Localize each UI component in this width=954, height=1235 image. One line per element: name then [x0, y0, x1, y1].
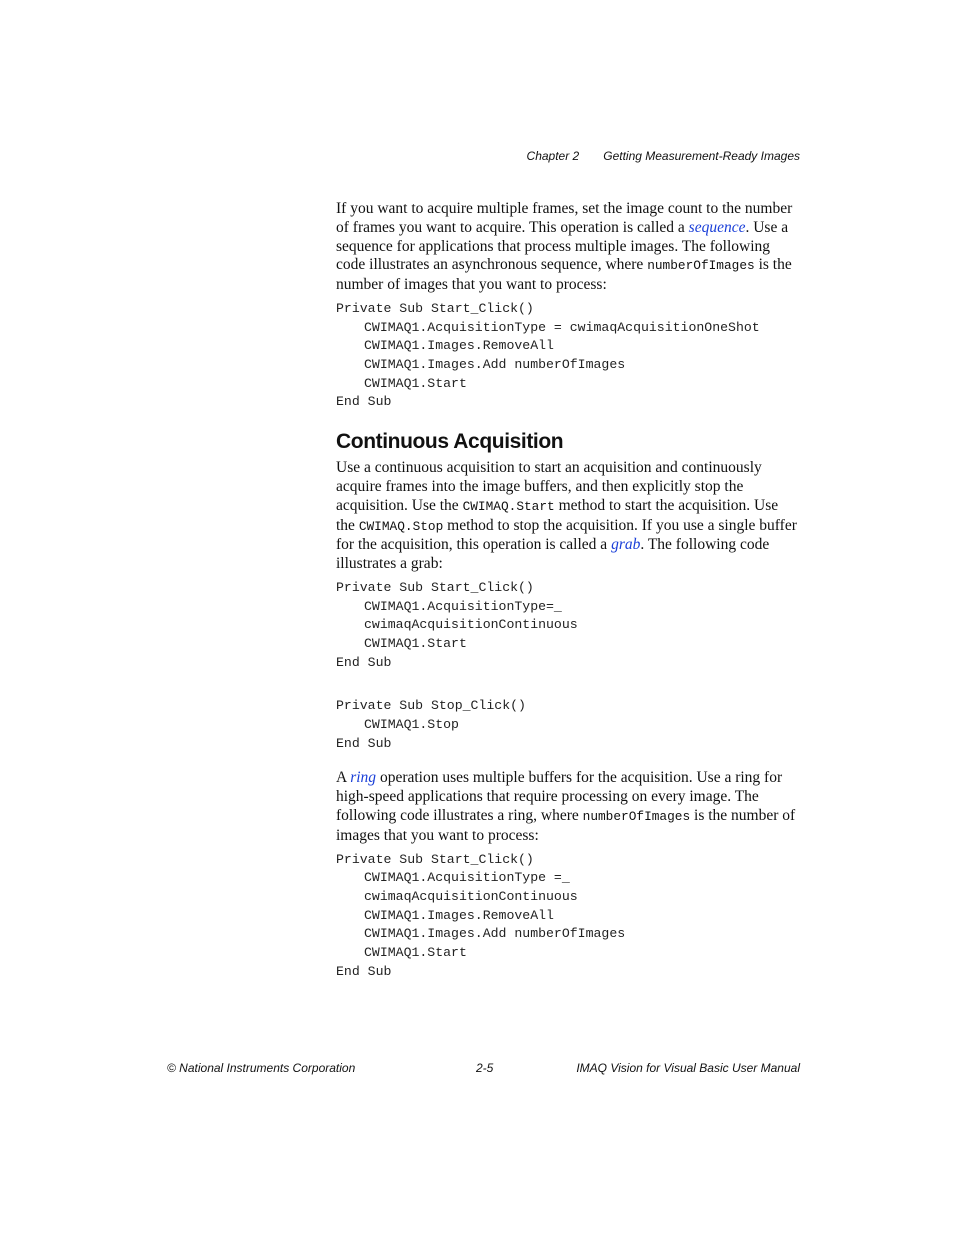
paragraph-text: method to start the acquisition. Use the [336, 496, 779, 534]
code-line: End Sub [336, 735, 392, 751]
code-line: CWIMAQ1.AcquisitionType =_ [364, 870, 570, 886]
paragraph-continuous [336, 459, 800, 574]
paragraph-text: . The following code illustrates a grab: [336, 536, 770, 573]
inline-code: CWIMAQ.Start [462, 498, 555, 514]
code-line: End Sub [336, 394, 392, 410]
code-line: CWIMAQ1.Stop [364, 717, 459, 733]
paragraph-text: is the number of images that you want to process: [336, 806, 796, 844]
code-line: End Sub [336, 963, 392, 979]
running-header [527, 149, 800, 163]
term-link-ring[interactable]: ring [350, 769, 377, 787]
inline-code: CWIMAQ.Stop [358, 518, 444, 534]
inline-code: numberOfImages [582, 808, 691, 824]
footer-manual-title: IMAQ Vision for Visual Basic User Manual [576, 1061, 800, 1075]
paragraph-text: . Use a sequence for applications that process multiple images. The following code illustrates an asynchronous sequence, where [336, 218, 789, 274]
paragraph-ring [336, 769, 800, 845]
paragraph-text: operation uses multiple buffers for the acquisition. Use a ring for high-speed applications that require processing on every image. The following code illustrates a ring, where [336, 769, 783, 824]
code-block-grab-stop [336, 697, 800, 753]
code-line: Private Sub Start_Click() [336, 851, 534, 867]
code-line: cwimaqAcquisitionContinuous [364, 617, 578, 633]
code-block-sequence [336, 300, 800, 412]
chapter-label: Chapter 2 [526, 149, 580, 163]
code-line: cwimaqAcquisitionContinuous [364, 888, 578, 904]
code-line: CWIMAQ1.Start [364, 375, 467, 391]
footer-copyright: © National Instruments Corporation [167, 1061, 356, 1075]
code-block-ring [336, 851, 800, 982]
footer-page-number: 2-5 [476, 1061, 494, 1075]
paragraph-text: Use a continuous acquisition to start an acquisition and continuously acquire frames into the image buffers, and then explicitly stop the acquisition. Use the [336, 459, 762, 514]
code-line: CWIMAQ1.Start [364, 635, 467, 651]
term-link-grab[interactable]: grab [611, 536, 641, 554]
paragraph-text: If you want to acquire multiple frames, set the image count to the number of frames you want to acquire. This operation is called a [336, 200, 793, 236]
paragraph-text: method to stop the acquisition. If you use a single buffer for the acquisition, this operation is called a [336, 516, 797, 554]
paragraph-text: A [336, 769, 351, 787]
code-line: CWIMAQ1.Images.RemoveAll [364, 338, 554, 354]
code-line: Private Sub Stop_Click() [336, 698, 526, 714]
paragraph-text: is the number of images that you want to process: [336, 256, 792, 294]
section-heading: Continuous Acquisition [336, 430, 564, 454]
inline-code: numberOfImages [647, 258, 755, 274]
code-line: CWIMAQ1.AcquisitionType=_ [364, 598, 562, 614]
term-link-sequence[interactable]: sequence [688, 218, 746, 236]
code-line: CWIMAQ1.AcquisitionType = cwimaqAcquisitionOneShot [364, 319, 760, 335]
code-line: CWIMAQ1.Images.Add numberOfImages [364, 357, 626, 373]
code-line: End Sub [336, 654, 392, 670]
page-content [336, 200, 800, 981]
code-line: CWIMAQ1.Start [364, 945, 467, 961]
code-block-grab-start [336, 579, 800, 672]
code-line: Private Sub Start_Click() [336, 579, 534, 595]
code-line: Private Sub Start_Click() [336, 300, 534, 316]
code-line: CWIMAQ1.Images.Add numberOfImages [364, 926, 626, 942]
code-line: CWIMAQ1.Images.RemoveAll [364, 907, 554, 923]
chapter-title: Getting Measurement-Ready Images [603, 149, 800, 163]
paragraph-sequence [336, 200, 800, 295]
